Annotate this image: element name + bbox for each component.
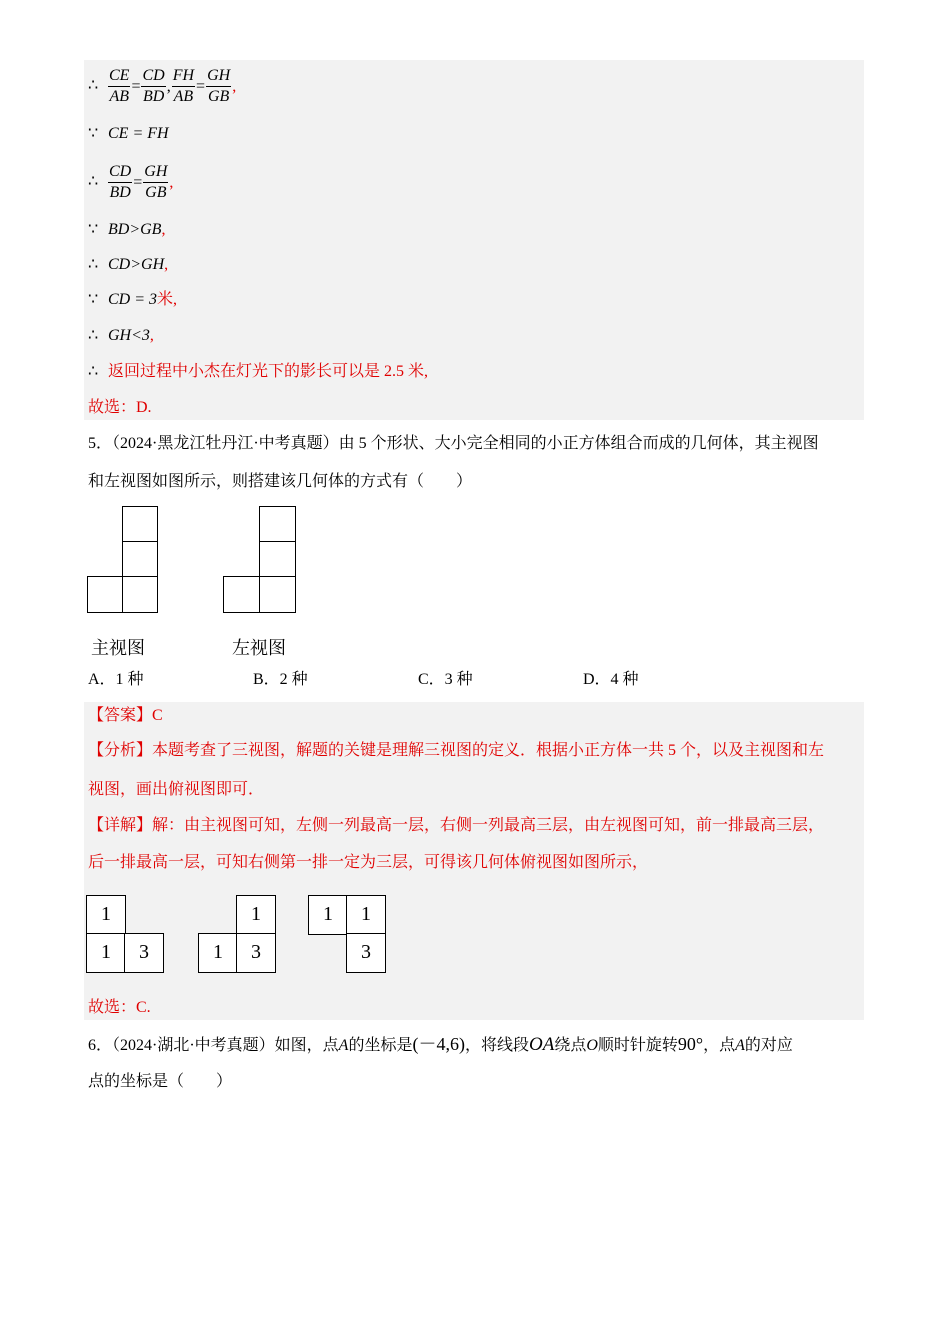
solution-line-6: ∵ CD = 3米, bbox=[88, 291, 178, 308]
left-view-label: 左视图 bbox=[232, 638, 286, 659]
option-d[interactable]: D．4 种 bbox=[583, 671, 639, 688]
grid-cell: 1 bbox=[198, 933, 238, 973]
front-view-square bbox=[87, 576, 123, 613]
grid-cell: 1 bbox=[346, 895, 386, 935]
q5-final-answer: 故选：C. bbox=[88, 999, 151, 1016]
left-view-square bbox=[259, 576, 296, 613]
solution-line-4: ∵ BD>GB, bbox=[88, 221, 166, 238]
q5-stem-line-1: 5．（2024·黑龙江牡丹江·中考真题）由 5 个形状、大小完全相同的小正方体组合而成的几何体，其主视图 bbox=[88, 435, 819, 452]
front-view-square bbox=[122, 576, 158, 613]
grid-cell: 3 bbox=[124, 933, 164, 973]
front-view-label: 主视图 bbox=[91, 638, 145, 659]
grid-cell: 1 bbox=[308, 895, 348, 935]
solution-line-3: ∴ $\frac{CD}{BD}$ = $\frac{GH}{GB}$ , bbox=[88, 163, 174, 201]
q5-detail-line-2: 后一排最高一层，可知右侧第一排一定为三层，可得该几何体俯视图如图所示， bbox=[88, 854, 649, 871]
solution-line-2: ∵ CE = FH bbox=[88, 125, 169, 142]
front-view-square bbox=[122, 541, 158, 577]
grid-cell: 3 bbox=[346, 933, 386, 973]
q5-analysis-line-1: 【分析】本题考查了三视图，解题的关键是理解三视图的定义．根据小正方体一共 5 个，以及主视图和左 bbox=[88, 742, 825, 759]
option-c[interactable]: C．3 种 bbox=[418, 671, 473, 688]
left-view-square bbox=[259, 541, 296, 577]
grid-cell: 1 bbox=[236, 895, 276, 935]
solution-line-1: ∴ $\frac{CE}{AB}$ = $\frac{CD}{BD}$ , $\frac{FH}{AB}$ = $\frac{GH}{GB}$ , bbox=[88, 67, 237, 105]
prev-answer: 故选：D. bbox=[88, 399, 152, 416]
left-view-square bbox=[259, 506, 296, 542]
grid-cell: 1 bbox=[86, 933, 126, 973]
solution-line-7: ∴ GH<3, bbox=[88, 327, 154, 344]
option-a[interactable]: A．1 种 bbox=[88, 671, 144, 688]
q6-stem-line-2: 点的坐标是（ ） bbox=[88, 1073, 233, 1090]
solution-line-5: ∴ CD>GH, bbox=[88, 256, 169, 273]
front-view-square bbox=[122, 506, 158, 542]
solution-line-8: ∴ 返回过程中小杰在灯光下的影长可以是 2.5 米, bbox=[88, 363, 429, 380]
q5-analysis-line-2: 视图，画出俯视图即可． bbox=[88, 781, 265, 798]
grid-cell: 1 bbox=[86, 895, 126, 935]
grid-cell: 3 bbox=[236, 933, 276, 973]
q5-answer: 【答案】C bbox=[88, 707, 163, 724]
q5-stem-line-2: 和左视图如图所示，则搭建该几何体的方式有（ ） bbox=[88, 473, 473, 490]
left-view-square bbox=[223, 576, 260, 613]
option-b[interactable]: B．2 种 bbox=[253, 671, 308, 688]
q5-detail-line-1: 【详解】解：由主视图可知，左侧一列最高一层，右侧一列最高三层，由左视图可知，前一排最高三层， bbox=[88, 817, 825, 834]
q6-stem-line-1: 6．（2024·湖北·中考真题）如图，点A的坐标是(－4,6)，将线段OA绕点O顺时针旋转90°，点A的对应 bbox=[88, 1034, 793, 1055]
